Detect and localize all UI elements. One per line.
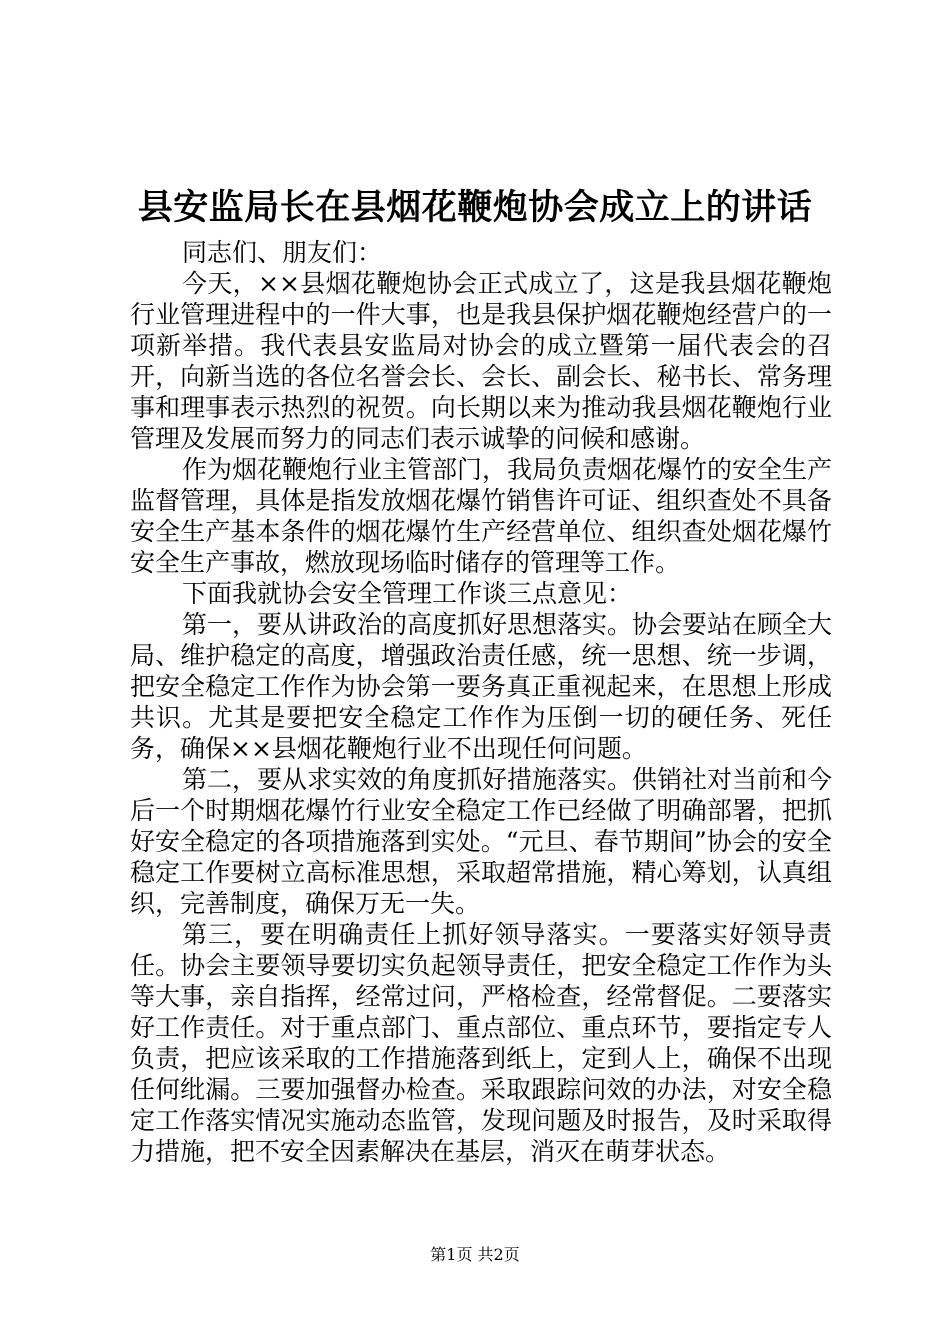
paragraph-intro-points: 下面我就协会安全管理工作谈三点意见：: [182, 579, 633, 608]
paragraph-point-three: 第三，要在明确责任上抓好领导落实。一要落实好领导责任。协会主要领导要切实负起领导责任，把安全稳定工作作为头等大事，亲自指挥，经常过问，严格检查，经常督促。二要落实好工作责任。对于重点部门、重点部位、重点环节，要指定专人负责，把应该采取的工作措施落到纸上，定到人上，确保不出现任何纰漏。三要加强督办检查。采取跟踪问效的办法，对安全稳定工作落实情况实施动态监管，发现问题及时报告，及时采取得力措施，把不安全因素解决在基层，消灭在萌芽状态。: [130, 920, 832, 1166]
paragraph-salutation: 同志们、朋友们：: [182, 238, 383, 267]
document-title: 县安监局长在县烟花鞭炮协会成立上的讲话: [137, 187, 813, 228]
paragraph-opening: 今天，××县烟花鞭炮协会正式成立了，这是我县烟花鞭炮行业管理进程中的一件大事，也是我县保护烟花鞭炮经营户的一项新举措。我代表县安监局对协会的成立暨第一届代表会的召开，向新当选的各位名誉会长、会长、副会长、秘书长、常务理事和理事表示热烈的祝贺。向长期以来为推动我县烟花鞭炮行业管理及发展而努力的同志们表示诚挚的问候和感谢。: [130, 269, 832, 453]
paragraph-responsibilities: 作为烟花鞭炮行业主管部门，我局负责烟花爆竹的安全生产监督管理，具体是指发放烟花爆竹销售许可证、组织查处不具备安全生产基本条件的烟花爆竹生产经营单位、组织查处烟花爆竹安全生产事故，燃放现场临时储存的管理等工作。: [130, 455, 833, 577]
page-number-footer: 第1页 共2页: [430, 1245, 520, 1264]
paragraph-point-two: 第二，要从求实效的角度抓好措施落实。供销社对当前和今后一个时期烟花爆竹行业安全稳定工作已经做了明确部署，把抓好安全稳定的各项措施落到实处。“元旦、春节期间”协会的安全稳定工作要树立高标准思想，采取超常措施，精心筹划，认真组织，完善制度，确保万无一失。: [130, 765, 833, 918]
paragraph-point-one: 第一，要从讲政治的高度抓好思想落实。协会要站在顾全大局、维护稳定的高度，增强政治责任感，统一思想、统一步调，把安全稳定工作作为协会第一要务真正重视起来，在思想上形成共识。尤其是要把安全稳定工作作为压倒一切的硬任务、死任务，确保××县烟花鞭炮行业不出现任何问题。: [130, 610, 833, 763]
document-body: [130, 237, 832, 1167]
